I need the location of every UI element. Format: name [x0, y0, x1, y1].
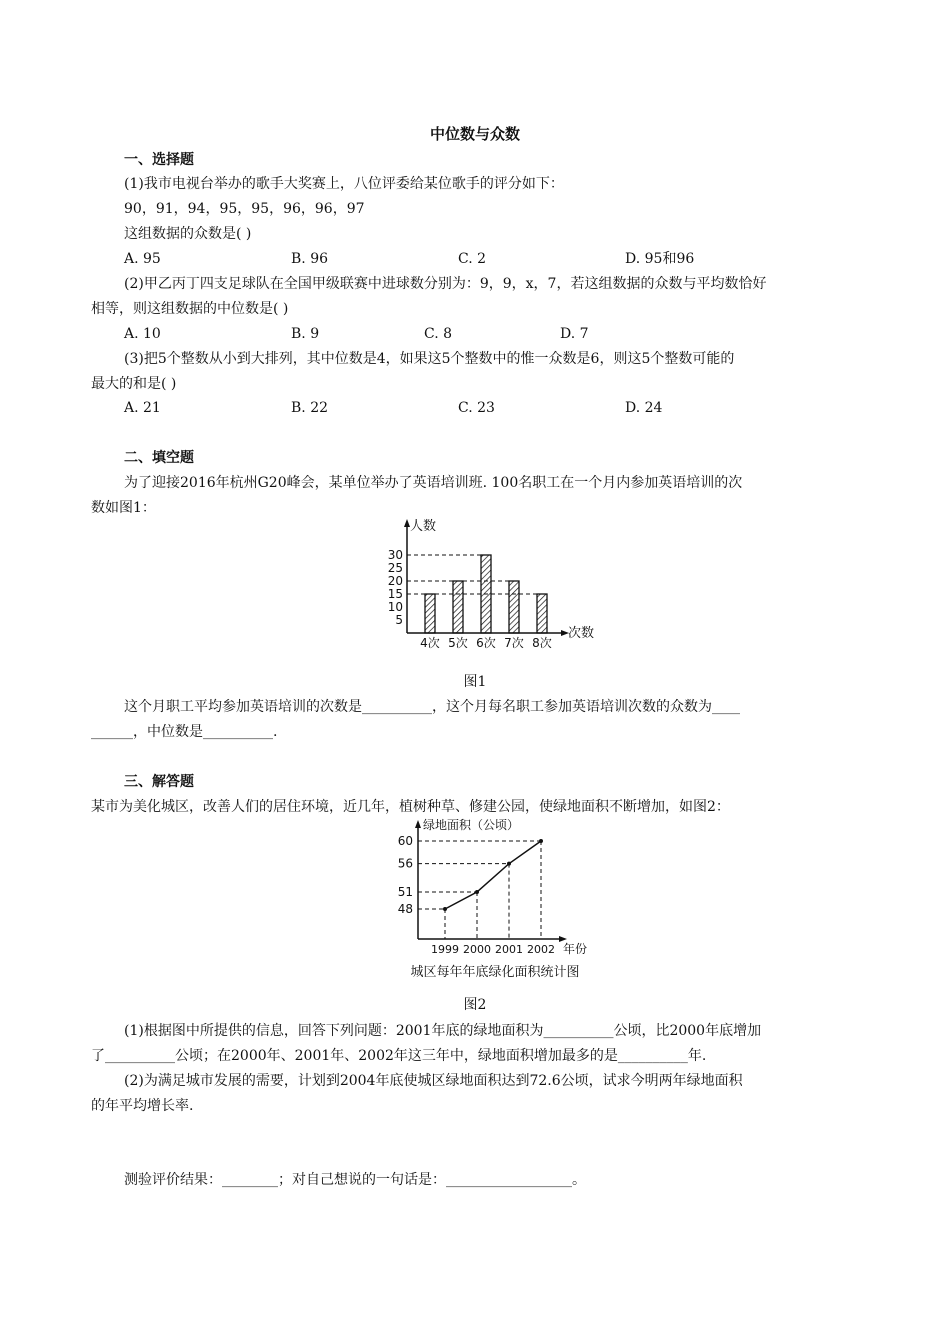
fig2-x-tick-label: 1999 — [431, 943, 459, 956]
figure1-caption: 图1 — [463, 674, 487, 690]
fig2-data-point — [475, 890, 479, 894]
q3-option-b: B. 22 — [291, 400, 329, 416]
q3-option-c: C. 23 — [458, 400, 495, 416]
fig2-data-point — [443, 907, 447, 911]
fig2-y-arrow — [415, 820, 421, 828]
figure1-bar-chart — [370, 515, 610, 655]
section1-heading: 一、选择题 — [124, 152, 194, 168]
section2-text-line2: 数如图1： — [91, 500, 156, 516]
q3-option-a: A. 21 — [124, 400, 161, 416]
figure2-line-chart — [385, 812, 625, 984]
q1-scores: 90，91，94，95，95，96，96，97 — [124, 201, 365, 217]
fig2-title: 城区每年年底绿化面积统计图 — [410, 965, 580, 980]
q1-option-b: B. 96 — [291, 251, 329, 267]
section2-heading: 二、填空题 — [124, 450, 194, 466]
q3-text-line1: (3)把5个整数从小到大排列，其中位数是4，如果这5个整数中的惟一众数是6，则这5个整数可能的 — [124, 351, 735, 367]
fig1-xlabel: 次数 — [568, 626, 595, 641]
fig2-data-point — [539, 839, 543, 843]
fig2-y-tick-label: 48 — [397, 902, 413, 916]
section3-intro: 某市为美化城区，改善人们的居住环境，近几年，植树种草、修建公园，使绿地面积不断增加，如图2： — [91, 799, 730, 815]
fig2-y-tick-label: 60 — [397, 834, 413, 848]
fig1-x-tick-label: 8次 — [532, 636, 552, 650]
fig2-ylabel: 绿地面积（公顷） — [423, 818, 520, 832]
fig1-x-tick-label: 5次 — [448, 636, 468, 650]
q1-option-a: A. 95 — [124, 251, 161, 267]
q1-option-c: C. 2 — [458, 251, 487, 267]
q1-option-d: D. 95和96 — [625, 251, 695, 267]
fig2-series-line — [445, 841, 541, 909]
fig2-x-tick-label: 2000 — [463, 943, 491, 956]
q2-option-b: B. 9 — [291, 326, 320, 342]
fig1-x-tick-label: 7次 — [504, 636, 524, 650]
q1-text: (1)我市电视台举办的歌手大奖赛上，八位评委给某位歌手的评分如下： — [124, 176, 564, 192]
footer-evaluation: 测验评价结果：________；对自己想说的一句话是：__________________。 — [124, 1172, 586, 1188]
section3-q2-line1: (2)为满足城市发展的需要，计划到2004年底使城区绿地面积达到72.6公顷，试求今明两年绿地面积 — [124, 1073, 743, 1089]
fig1-y-tick-label: 20 — [387, 574, 403, 588]
q2-text-line2: 相等，则这组数据的中位数是( ) — [91, 301, 289, 317]
fig1-bar — [509, 581, 519, 633]
fig2-data-point — [507, 862, 511, 866]
fig1-x-tick-label: 4次 — [420, 636, 440, 650]
fig1-y-tick-label: 25 — [387, 561, 403, 575]
page-title: 中位数与众数 — [429, 125, 520, 143]
fig1-y-tick-label: 30 — [387, 548, 403, 562]
section3-q1-line2: 了__________公顷；在2000年、2001年、2002年这三年中，绿地面积增加最多的是__________年. — [91, 1048, 707, 1064]
q2-option-d: D. 7 — [560, 326, 589, 342]
fig2-x-tick-label: 2001 — [495, 943, 523, 956]
fig1-bar — [453, 581, 463, 633]
section2-fill-line2: ______，中位数是__________. — [91, 724, 278, 740]
section3-heading: 三、解答题 — [124, 774, 194, 790]
fig1-x-tick-label: 6次 — [476, 636, 496, 650]
fig1-bar — [425, 594, 435, 633]
q3-option-d: D. 24 — [625, 400, 663, 416]
fig2-x-tick-label: 2002 — [527, 943, 555, 956]
fig2-xlabel: 年份 — [563, 942, 588, 956]
fig1-y-tick-label: 15 — [387, 587, 403, 601]
section2-fill-line1: 这个月职工平均参加英语培训的次数是__________，这个月每名职工参加英语培训次数的众数为____ — [124, 699, 740, 715]
fig1-y-tick-label: 5 — [395, 613, 403, 627]
q2-text-line1: (2)甲乙丙丁四支足球队在全国甲级联赛中进球数分别为：9，9，x，7，若这组数据的众数与平均数恰好 — [124, 276, 767, 292]
fig1-bar — [537, 594, 547, 633]
figure2-caption: 图2 — [463, 997, 487, 1013]
section3-q2-line2: 的年平均增长率. — [91, 1098, 194, 1114]
fig1-y-tick-label: 10 — [387, 600, 403, 614]
section3-q1-line1: (1)根据图中所提供的信息，回答下列问题：2001年底的绿地面积为__________公顷，比2000年底增加 — [124, 1023, 762, 1039]
q3-text-line2: 最大的和是( ) — [91, 376, 177, 392]
fig1-ylabel: 人数 — [410, 519, 437, 534]
section2-text-line1: 为了迎接2016年杭州G20峰会，某单位举办了英语培训班. 100名职工在一个月内参加英语培训的次 — [124, 475, 743, 491]
q1-ask: 这组数据的众数是( ) — [124, 226, 252, 242]
q2-option-a: A. 10 — [124, 326, 161, 342]
fig2-y-tick-label: 56 — [397, 856, 413, 871]
fig2-y-tick-label: 51 — [397, 885, 413, 899]
q2-option-c: C. 8 — [424, 326, 453, 342]
